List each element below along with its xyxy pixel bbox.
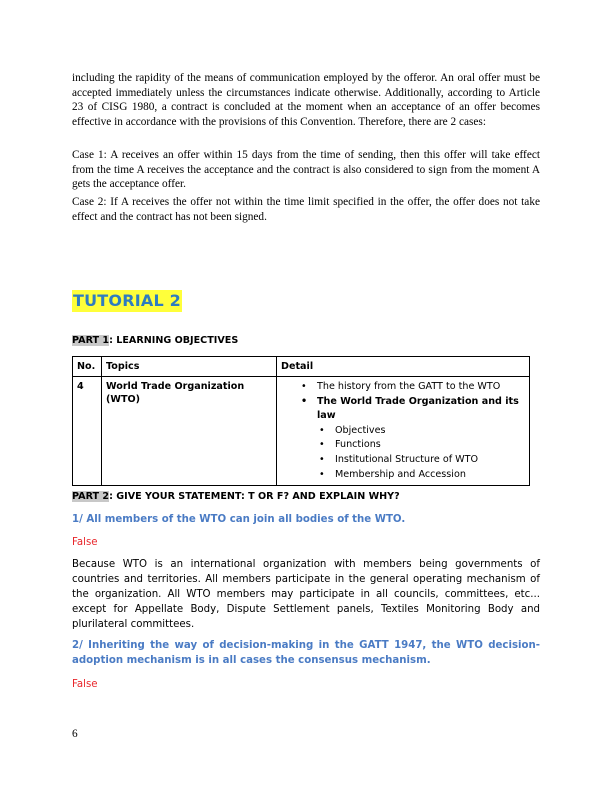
tutorial-title: TUTORIAL 2 [73,291,181,310]
question-1: 1/ All members of the WTO can join all bodies of the WTO. [72,514,406,525]
part-2-label: PART 2 [72,491,110,502]
explanation-1: Because WTO is an international organization with members being governments of countries and territories. All members participate in the general operating mechanism of the organization. All WTO members may participate in all councils, committees, etc... except for Appellate Body, Dispute Settlement panels, Textiles Monitoring Body and plurilateral committees. [72,559,540,630]
part-1-heading [72,334,238,347]
intro-paragraph-1: including the rapidity of the means of communication employed by the offeror. An oral offer must be accepted immediately unless the circumstances indicate otherwise. Additionally, according to Article 23 of CISG 1980, a contract is concluded at the moment when an acceptance of an offer becomes effective in accordance with the provisions of this Convention. Therefore, there are 2 cases: [72,72,540,128]
question-2: 2/ Inheriting the way of decision-making in the GATT 1947, the WTO decision-adoption mechanism is in all cases the consensus mechanism. [72,640,540,666]
list-item: • The World Trade Organization and its law [281,395,525,424]
table-row [73,377,530,486]
header-detail: Detail [277,357,530,377]
answer-1: False [72,537,98,548]
list-item: • Institutional Structure of WTO [281,453,525,468]
list-item: • Functions [281,438,525,453]
page-number: 6 [72,728,78,740]
list-item: • Membership and Accession [281,468,525,483]
row-topic: World Trade Organization (WTO) [102,377,277,486]
table-header-row [73,357,530,377]
learning-objectives-table [72,356,530,486]
part-1-label: PART 1 [72,335,110,346]
part-2-title: : GIVE YOUR STATEMENT: T OR F? AND EXPLAIN WHY? [109,491,400,502]
header-no: No. [73,357,102,377]
list-item: • The history from the GATT to the WTO [281,380,525,395]
row-detail [277,377,530,486]
row-no: 4 [73,377,102,486]
list-item: • Objectives [281,424,525,439]
header-topics: Topics [102,357,277,377]
detail-list [281,380,525,482]
answer-2: False [72,679,98,690]
case-1-paragraph: Case 1: A receives an offer within 15 days from the time of sending, then this offer will take effect from the time A receives the acceptance and the contract is also considered to sign from the moment A gets the acceptance offer. [72,149,540,191]
part-2-heading [72,490,400,503]
part-1-title: : LEARNING OBJECTIVES [109,335,239,346]
case-2-paragraph: Case 2: If A receives the offer not within the time limit specified in the offer, the offer does not take effect and the contract has not been signed. [72,196,540,223]
